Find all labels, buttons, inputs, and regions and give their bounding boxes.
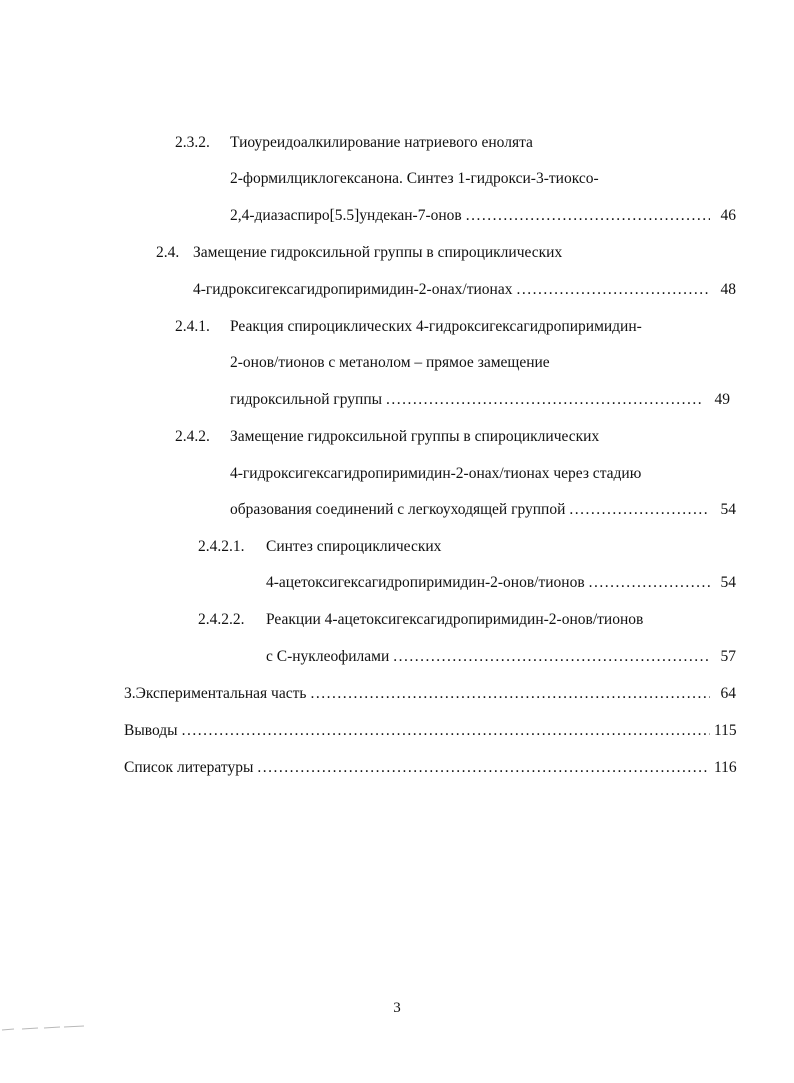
toc-entry-2-3-2-line1 [175,133,533,153]
toc-entry-number: 2.3.2. [175,134,210,151]
toc-entry-title: Реакция спироциклических 4-гидроксигексагидропиримидин- [230,318,642,335]
toc-page-number: 57 [720,648,736,665]
toc-entry-2-4-2-line2 [230,464,641,484]
toc-entry-2-4-2-1-line1 [198,537,441,557]
toc-page-number: 54 [720,574,736,591]
toc-entry-2-4-line1 [156,243,562,263]
page-number: 3 [393,1000,401,1016]
toc-entry-title: Список литературы [124,759,254,776]
toc-entry-2-4-line2 [193,280,736,300]
toc-entry-title: образования соединений с легкоуходящей группой [230,501,566,518]
toc-entry-2-4-2-line3 [230,500,736,520]
toc-leader-dots [466,206,710,226]
toc-entry-2-4-1-line1 [175,317,642,337]
toc-entry-title: Тиоуреидоалкилирование натриевого енолята [230,134,533,151]
toc-entry-conclusions [124,721,736,741]
toc-page-number: 49 [714,391,730,408]
toc-entry-title: Реакции 4-ацетоксигексагидропиримидин-2-онов/тионов [266,611,644,628]
toc-entry-3 [124,684,736,704]
toc-entry-title: 4-гидроксигексагидропиримидин-2-онах/тионах [193,281,513,298]
toc-entry-number: 2.4.2. [175,428,210,445]
toc-entry-2-3-2-line2 [230,169,599,189]
toc-leader-dots [516,280,710,300]
toc-entry-2-4-1-line3 [230,390,730,410]
toc-leader-dots [393,647,710,667]
toc-leader-dots [182,721,710,741]
toc-entry-title: Замещение гидроксильной группы в спироциклических [230,428,600,445]
toc-entry-title: Экспериментальная часть [135,685,307,702]
toc-leader-dots [569,500,710,520]
toc-entry-title: 4-ацетоксигексагидропиримидин-2-онов/тионов [266,574,585,591]
toc-page-number: 46 [720,207,736,224]
toc-entry-title: 2-онов/тионов с метанолом – прямое замещение [230,354,550,371]
toc-entry-title: с С-нуклеофилами [266,648,390,665]
toc-entry-number: 2.4.1. [175,318,210,335]
toc-entry-title: 2-формилциклогексанона. Синтез 1-гидрокси-3-тиоксо- [230,170,599,187]
toc-entry-2-4-1-line2 [230,353,550,373]
toc-entry-2-4-2-2-line1 [198,610,643,630]
toc-entry-2-4-2-line1 [175,427,599,447]
toc-entry-title: Выводы [124,722,178,739]
toc-entry-title: гидроксильной группы [230,391,383,408]
toc-entry-number: 3. [124,685,136,702]
toc-page-number: 64 [720,685,736,702]
scan-artifact [0,1020,100,1034]
toc-leader-dots [589,573,710,593]
toc-page-number: 115 [714,722,737,739]
toc-page-number: 48 [720,281,736,298]
toc-page-number: 116 [714,759,737,776]
toc-entry-2-4-2-1-line2 [266,573,736,593]
toc-entry-2-3-2-line3 [230,206,736,226]
toc-page-number: 54 [720,501,736,518]
toc-entry-references [124,758,736,778]
toc-entry-title: 4-гидроксигексагидропиримидин-2-онах/тионах через стадию [230,465,642,482]
toc-entry-number: 2.4.2.1. [198,538,245,555]
toc-entry-title: Замещение гидроксильной группы в спироциклических [193,244,563,261]
toc-entry-title: Синтез спироциклических [266,538,442,555]
toc-entry-title: 2,4-диазаспиро[5.5]ундекан-7-онов [230,207,462,224]
toc-entry-number: 2.4.2.2. [198,611,245,628]
toc-leader-dots [257,758,710,778]
toc-leader-dots [386,390,704,410]
toc-leader-dots [310,684,710,704]
toc-entry-2-4-2-2-line2 [266,647,736,667]
toc-entry-number: 2.4. [156,244,180,261]
